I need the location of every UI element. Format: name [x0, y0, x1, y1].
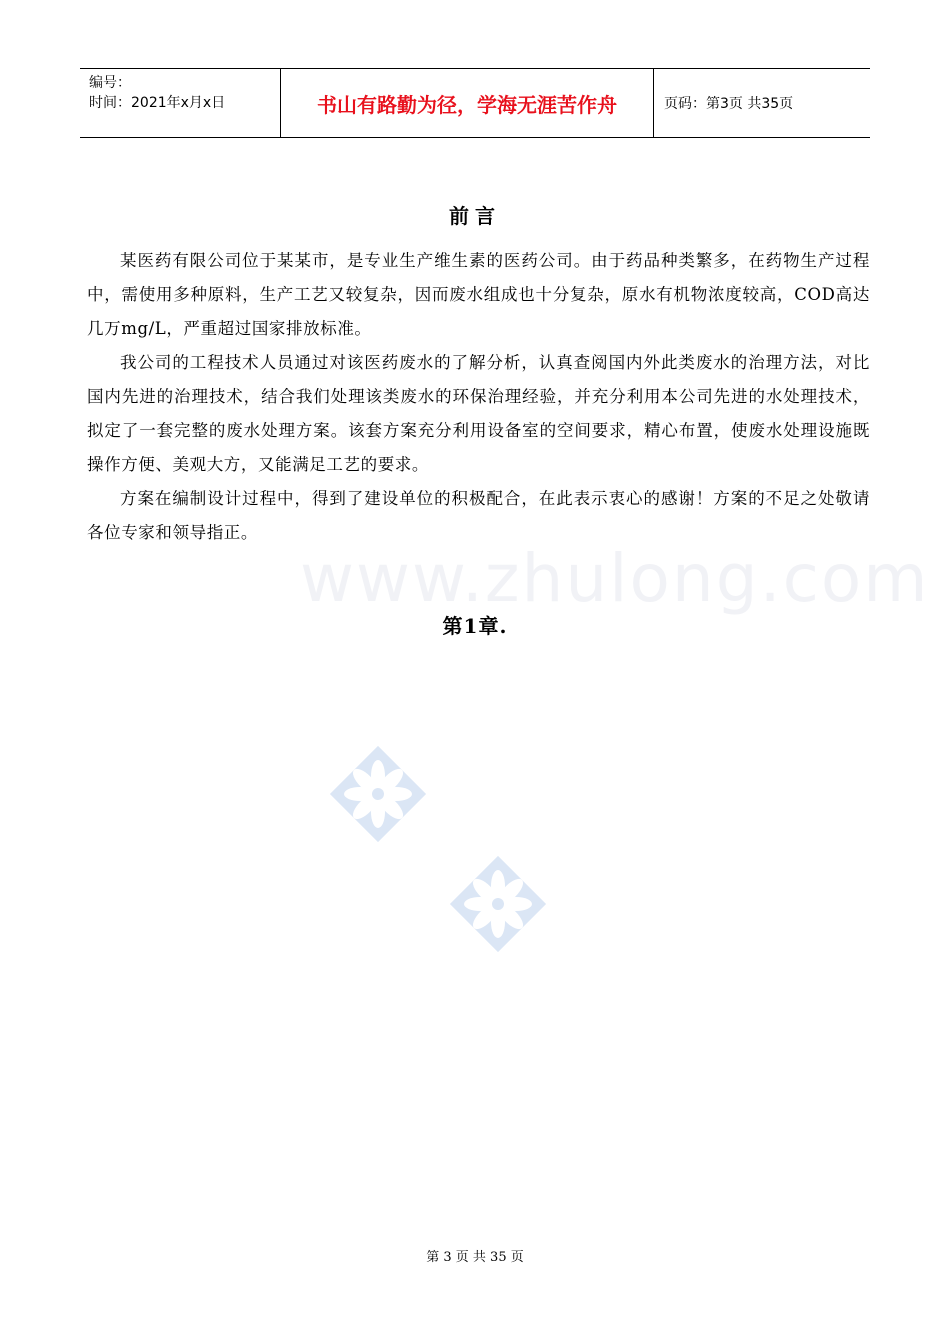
page-header [80, 68, 870, 138]
preface-paragraph-2: 我公司的工程技术人员通过对该医药废水的了解分析，认真查阅国内外此类废水的治理方法，对比国内先进的治理技术，结合我们处理该类废水的环保治理经验，并充分利用本公司先进的水处理技术，拟定了一套完整的废水处理方案。该套方案充分利用设备室的空间要求，精心布置，使废水处理设施既操作方便、美观大方，又能满足工艺的要求。 [87, 353, 870, 474]
chapter-heading: 第1章. [442, 614, 508, 638]
preface-title: 前言 [449, 204, 501, 228]
preface-paragraph-1: 某医药有限公司位于某某市，是专业生产维生素的医药公司。由于药品种类繁多，在药物生产过程中，需使用多种原料，生产工艺又较复杂，因而废水组成也十分复杂，原水有机物浓度较高，COD高达几万mg/L，严重超过国家排放标准。 [87, 251, 870, 338]
watermark-flower-icon [442, 848, 554, 960]
watermark-flower-icon [322, 738, 434, 850]
header-page-number: 页码：第3页 共35页 [664, 96, 794, 112]
preface-paragraph-3: 方案在编制设计过程中，得到了建设单位的积极配合，在此表示衷心的感谢！方案的不足之处敬请各位专家和领导指正。 [87, 489, 870, 542]
page-footer: 第 3 页 共 35 页 [426, 1250, 524, 1265]
header-meta [80, 69, 281, 137]
document-time: 时间：2021年x月x日 [89, 95, 226, 111]
watermark-text: www.zhulong.com [300, 540, 930, 617]
document-number: 编号： [89, 75, 131, 91]
header-motto: 书山有路勤为径，学海无涯苦作舟 [281, 69, 654, 137]
